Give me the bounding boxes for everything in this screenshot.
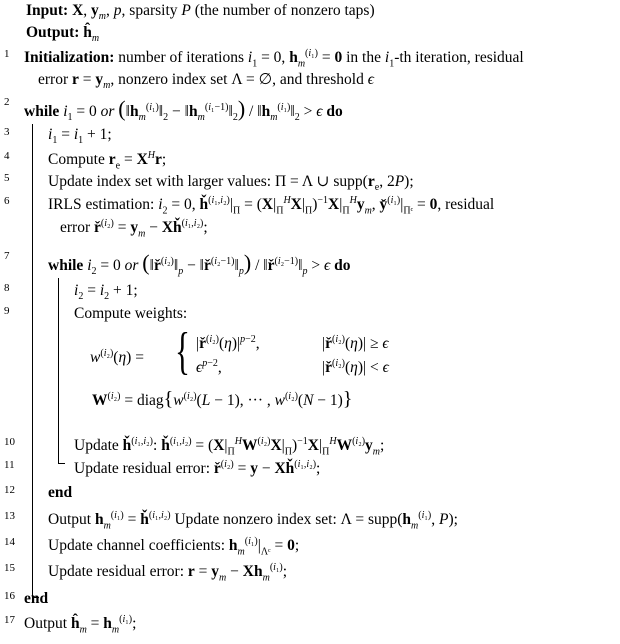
- input-label: Input:: [26, 2, 69, 19]
- input-line: Input: X, $y_m$, p, sparsity P (the number of nonzero taps): [26, 2, 375, 23]
- output-label: Output:: [26, 24, 80, 41]
- algo-line-14: 14 Update channel coefficients: $h_m^{(i_1)}|_{\Lambda ᶜ} = 0$;: [4, 536, 300, 558]
- algo-line-5: 5 Update index set with larger values: Π = Λ ∪ $supp(r_e$, 2P);: [4, 172, 414, 194]
- algo-line-6-cont: error $ř^{(i_2)} = y_m$ − $Xȟ^{(i_1,i_2)}$;: [60, 218, 208, 240]
- algo-line-1-cont: error $r = y_m$, nonzero index set Λ = ∅, and threshold ϵ: [38, 71, 374, 92]
- algo-line-11: 11 Update residual error: $ř^{(i_2)} = y$ − $Xȟ^{(i_1,i_2)}$;: [4, 459, 321, 478]
- algo-line-15: 15 Update residual error: $r = y_m - Xh_m^{(i_1)}$;: [4, 562, 288, 584]
- output-line: Output: $ĥ_m$: [26, 24, 100, 45]
- algo-line-16: 16 end: [4, 590, 49, 607]
- algo-line-12: 12 end: [4, 484, 73, 501]
- algo-line-7: 7 while $i_2 = 0$ or ($‖ř^{(i_2)}‖_p$ − $‖ř^{(i_2-1)}‖_p$) / $‖ř^{(i_2-1)}‖_p > \epsilon$ do: [4, 250, 351, 278]
- weights-definition: $w^{(i_2)}(\eta)$ = { $|ř^{(i_2)}(\eta)|^{p-2}$, $|ř^{(i_2)}(\eta)| \ge \epsilon$ $\epsilon^{p-2}$, $|ř^{(i_2)}(\eta)| < \epsilon$ $W^{(i_2)}$ = $diag\{w^{(i_2)}(L - 1)$, ··· , $w^{(i_2)}(N - 1)$}: [90, 323, 389, 410]
- algo-line-2: 2 while $i_1 = 0$ or ($‖h_m^{(i_1)}‖_2$ − $‖h_m^{(i_1-1)}‖_2$) / $‖h_m^{(i_1)}‖_2 > \epsilon$ do: [4, 96, 343, 124]
- algo-line-4: 4 Compute $r_e = X^Hr$;: [4, 150, 167, 172]
- algo-line-10: 10 Update $ȟ^{(i_1,i_2)}$: $ȟ^{(i_1,i_2)} = (X|_\Pi^HW^{(i_2)}X|_\Pi)^{-1}X|_\Pi^HW^{(i_2)}y_m$;: [4, 436, 385, 458]
- algo-line-6: 6 IRLS estimation: $i_2 = 0$, $ȟ^{(i_1,i_2)}|_\Pi = (X|_\Pi^HX|_\Pi)^{-1}X|_\Pi^Hy_m$, $y̌^{(i_1)}|_{\Pi ᶜ} = 0$, residual: [4, 195, 495, 217]
- algo-line-17: 17 Output $ĥ_m = h_m^{(i_1)}$;: [4, 614, 137, 636]
- algo-line-13: 13 Output $h_m^{(i_1)}$ = $ȟ^{(i_1,i_2)}$ Update nonzero index set: $\Lambda = supp(h_m^{(i_1)}$, P);: [4, 510, 458, 532]
- algo-line-1: 1 Initialization: number of iterations $i_1 = 0$, $h_m^{(i_1)} = 0$ in the $i_1-th$ iteration, residual: [4, 48, 524, 70]
- algo-line-3: 3 $i_1 = i_1 + 1$;: [4, 126, 112, 147]
- algo-line-8: 8 $i_2 = i_2 + 1$;: [4, 282, 138, 303]
- algo-line-9: 9 Compute weights:: [4, 305, 188, 322]
